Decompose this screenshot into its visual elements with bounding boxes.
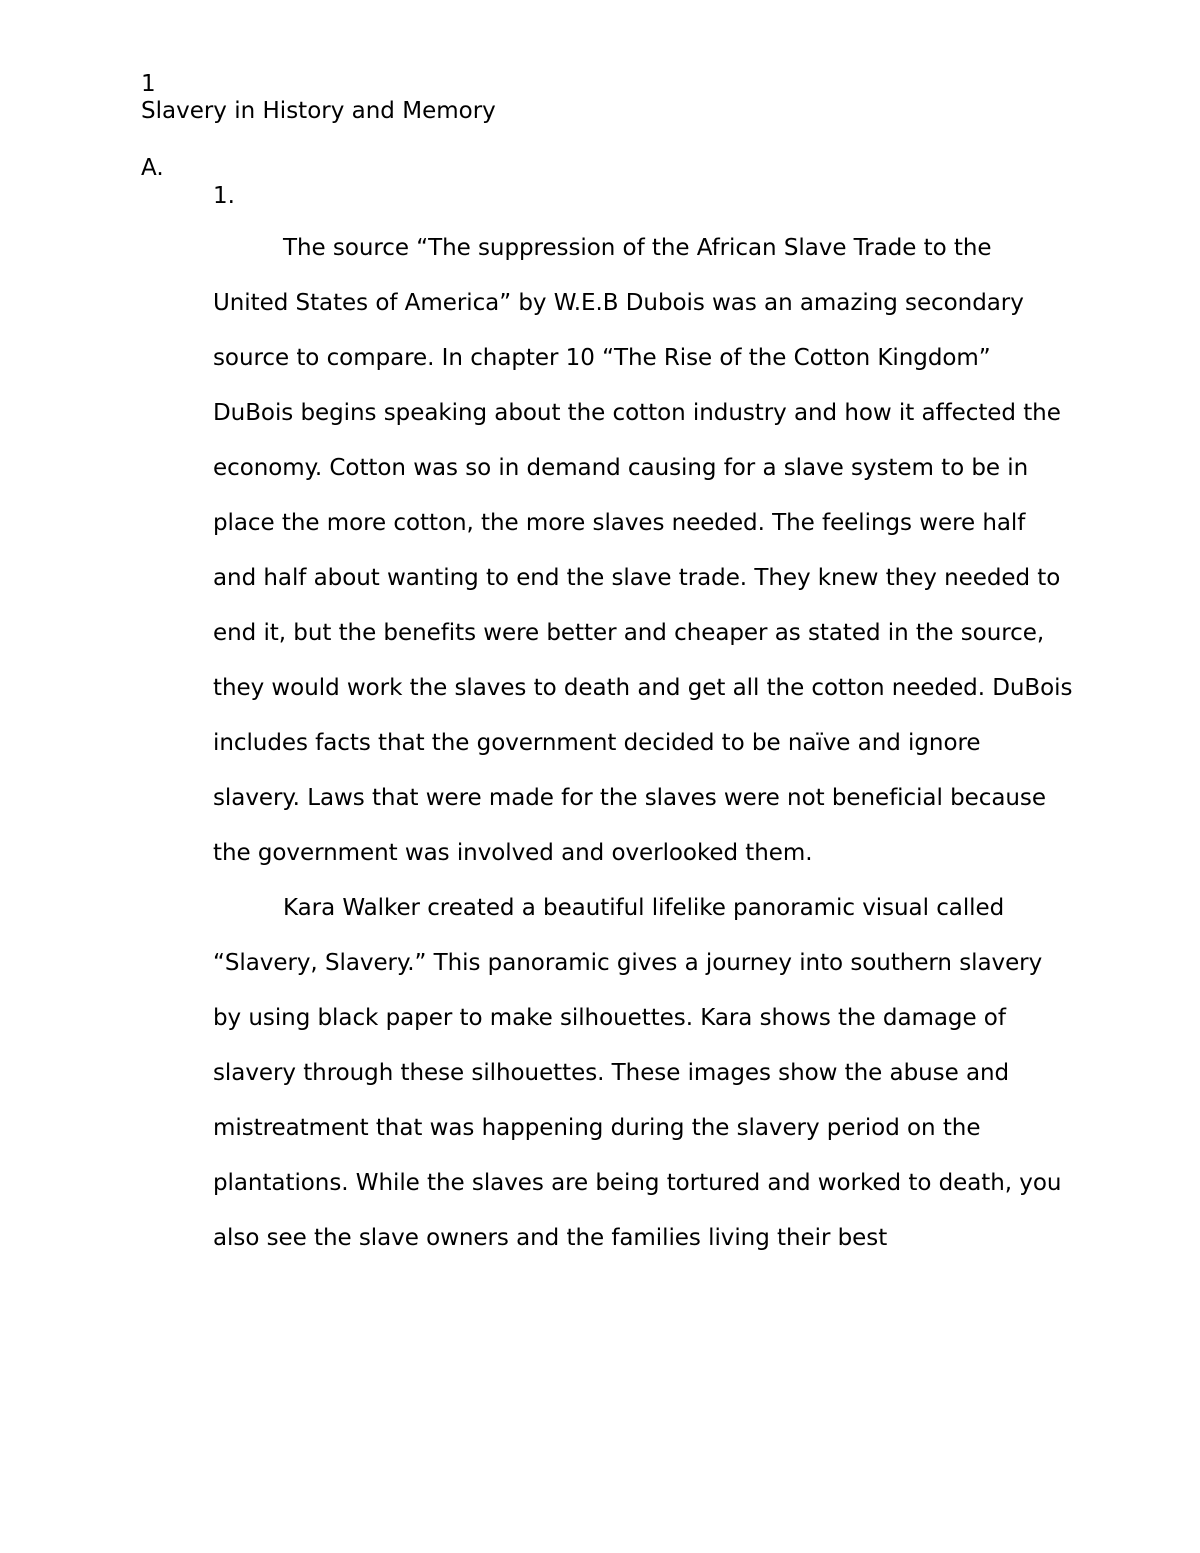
paragraph-kara-walker: Kara Walker created a beautiful lifelike panoramic visual called “Slavery, Slavery.” This panoramic gives a journey into southern slavery by using black paper to make silhouettes. Kara shows the damage of slavery through these silhouettes. These images show the abuse and mistreatment that was happening during the slavery period on the plantations. While the slaves are being tortured and worked to death, you also see the slave owners and the families living their best <box>213 895 1062 1251</box>
page-number: 1 <box>141 71 156 97</box>
item-label: 1. <box>213 183 235 209</box>
section-label: A. <box>141 155 164 181</box>
document-body <box>213 221 1073 1266</box>
paragraph-dubois: The source “The suppression of the African Slave Trade to the United States of America” by W.E.B Dubois was an amazing secondary source to compare. In chapter 10 “The Rise of the Cotton Kingdom” DuBois begins speaking about the cotton industry and how it affected the economy. Cotton was so in demand causing for a slave system to be in place the more cotton, the more slaves needed. The feelings were half and half about wanting to end the slave trade. They knew they needed to end it, but the benefits were better and cheaper as stated in the source, they would work the slaves to death and get all the cotton needed. DuBois includes facts that the government decided to be naïve and ignore slavery. Laws that were made for the slaves were not beneficial because the government was involved and overlooked them. <box>213 235 1073 866</box>
document-title: Slavery in History and Memory <box>141 98 496 124</box>
